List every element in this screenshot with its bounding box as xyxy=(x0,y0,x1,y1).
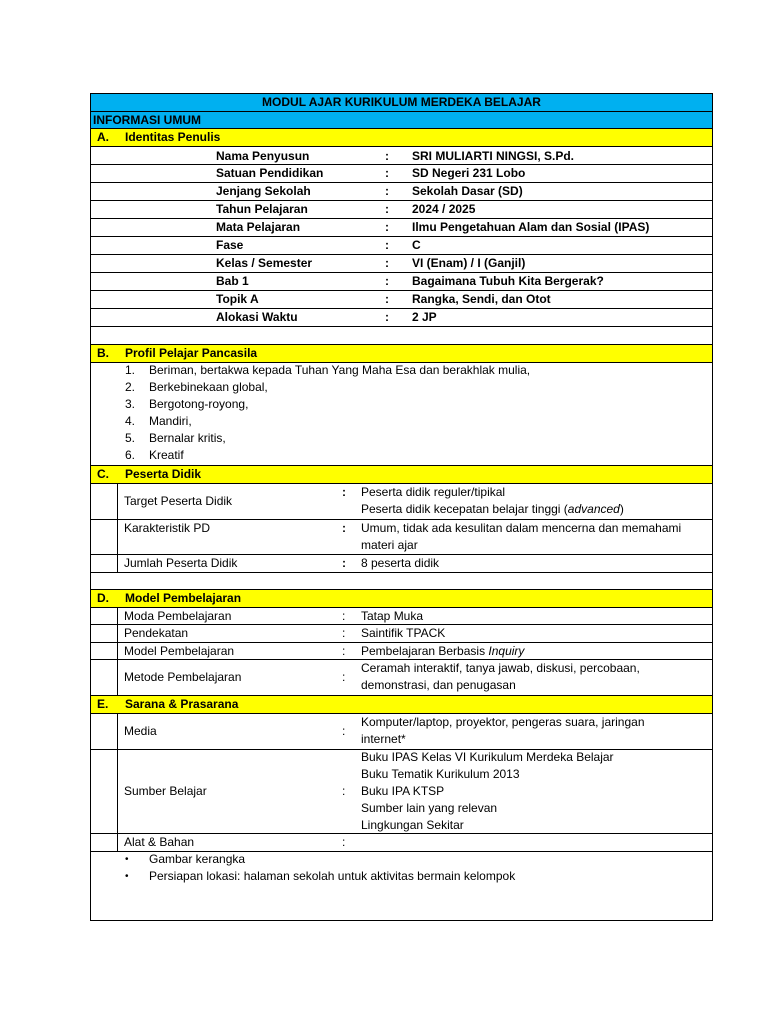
alat-row xyxy=(91,833,712,851)
identity-row xyxy=(91,182,712,200)
identity-row xyxy=(91,290,712,308)
field-label: Media xyxy=(124,724,157,738)
field-value: Ceramah interaktif, tanya jawab, diskusi, percobaan, xyxy=(361,661,640,675)
identity-sep: : xyxy=(385,292,389,306)
list-item: Buku IPA KTSP xyxy=(361,784,445,798)
section-title: Peserta Didik xyxy=(125,467,202,481)
section-d-header xyxy=(91,589,712,607)
bullet-icon: • xyxy=(125,871,129,882)
module-document xyxy=(90,93,713,921)
identity-row xyxy=(91,146,712,164)
list-item: Sumber lain yang relevan xyxy=(361,801,498,815)
field-sep: : xyxy=(342,521,346,535)
field-value: demonstrasi, dan penugasan xyxy=(361,678,516,692)
field-label: Metode Pembelajaran xyxy=(124,670,242,684)
document-title: MODUL AJAR KURIKULUM MERDEKA BELAJAR xyxy=(91,94,712,111)
field-label: Karakteristik PD xyxy=(124,521,211,535)
identity-row xyxy=(91,200,712,218)
identity-value: SRI MULIARTI NINGSI, S.Pd. xyxy=(412,149,575,163)
section-letter: C. xyxy=(97,467,109,481)
identity-row xyxy=(91,164,712,182)
identity-label: Bab 1 xyxy=(216,274,249,288)
identity-sep: : xyxy=(385,184,389,198)
section-letter: E. xyxy=(97,697,109,711)
field-label: Model Pembelajaran xyxy=(124,644,235,658)
section-c-header xyxy=(91,465,712,483)
identity-row xyxy=(91,236,712,254)
identity-row xyxy=(91,308,712,326)
field-label: Moda Pembelajaran xyxy=(124,609,232,623)
field-value: Tatap Muka xyxy=(361,609,424,623)
identity-label: Jenjang Sekolah xyxy=(216,184,311,198)
blank-row xyxy=(91,572,712,589)
sumber-row xyxy=(91,749,712,833)
identity-sep: : xyxy=(385,220,389,234)
identity-sep: : xyxy=(385,310,389,324)
identity-row xyxy=(91,272,712,290)
field-sep: : xyxy=(342,556,346,570)
identity-sep: : xyxy=(385,274,389,288)
section-a-header xyxy=(91,128,712,146)
profil-list: 1. Beriman, bertakwa kepada Tuhan Yang Maha Esa dan berakhlak mulia, 2. Berkebinekaan global, 3. Bergotong-royong, 4. Mandiri, 5. Bernalar kritis, 6. Kreatif xyxy=(91,362,712,465)
field-sep: : xyxy=(342,784,346,798)
identity-label: Satuan Pendidikan xyxy=(216,166,324,180)
field-label: Alat & Bahan xyxy=(124,835,195,849)
list-item: Lingkungan Sekitar xyxy=(361,818,464,832)
field-value: Saintifik TPACK xyxy=(361,626,446,640)
moda-row xyxy=(91,607,712,624)
blank-row xyxy=(91,326,712,344)
field-label: Jumlah Peserta Didik xyxy=(124,556,238,570)
field-value: Peserta didik reguler/tipikal xyxy=(361,485,506,499)
identity-label: Alokasi Waktu xyxy=(216,310,298,324)
identity-label: Tahun Pelajaran xyxy=(216,202,308,216)
jumlah-row xyxy=(91,554,712,572)
field-value: Umum, tidak ada kesulitan dalam mencerna dan memahami xyxy=(361,521,682,535)
column-divider xyxy=(117,607,118,695)
field-label: Target Peserta Didik xyxy=(124,494,233,508)
section-e-header xyxy=(91,695,712,713)
identity-value: Sekolah Dasar (SD) xyxy=(412,184,523,198)
field-sep: : xyxy=(342,626,346,640)
section-b-header xyxy=(91,344,712,362)
identity-row xyxy=(91,254,712,272)
field-sep: : xyxy=(342,835,346,849)
section-title: Identitas Penulis xyxy=(125,130,221,144)
metode-row xyxy=(91,659,712,695)
section-letter: B. xyxy=(97,346,109,360)
identity-label: Fase xyxy=(216,238,244,252)
identity-value: VI (Enam) / I (Ganjil) xyxy=(412,256,526,270)
section-letter: D. xyxy=(97,591,109,605)
list-item: Buku Tematik Kurikulum 2013 xyxy=(361,767,520,781)
identity-row xyxy=(91,218,712,236)
field-value: internet* xyxy=(361,732,406,746)
pendekatan-row xyxy=(91,624,712,642)
list-item: Buku IPAS Kelas VI Kurikulum Merdeka Belajar xyxy=(361,750,614,764)
identity-label: Nama Penyusun xyxy=(216,149,310,163)
bullet-list: • Gambar kerangka • Persiapan lokasi: halaman sekolah untuk aktivitas bermain kelompok xyxy=(91,851,712,920)
karakteristik-row xyxy=(91,519,712,554)
identity-sep: : xyxy=(385,166,389,180)
field-sep: : xyxy=(342,724,346,738)
identity-label: Topik A xyxy=(216,292,259,306)
identity-value: Ilmu Pengetahuan Alam dan Sosial (IPAS) xyxy=(412,220,650,234)
identity-sep: : xyxy=(385,202,389,216)
target-row xyxy=(91,483,712,519)
section-title: Sarana & Prasarana xyxy=(125,697,239,711)
identity-sep: : xyxy=(385,149,389,163)
identity-value: 2024 / 2025 xyxy=(412,202,476,216)
field-sep: : xyxy=(342,609,346,623)
model-row xyxy=(91,642,712,659)
identity-label: Mata Pelajaran xyxy=(216,220,301,234)
section-title: Profil Pelajar Pancasila xyxy=(125,346,258,360)
identity-value: Rangka, Sendi, dan Otot xyxy=(412,292,551,306)
field-sep: : xyxy=(342,670,346,684)
field-sep: : xyxy=(342,644,346,658)
field-value: Peserta didik kecepatan belajar tinggi (advanced) xyxy=(361,502,624,516)
field-value: materi ajar xyxy=(361,538,418,552)
section-letter: A. xyxy=(97,130,109,144)
bullet-icon: • xyxy=(125,854,129,865)
field-sep: : xyxy=(342,485,346,499)
identity-value: Bagaimana Tubuh Kita Bergerak? xyxy=(412,274,604,288)
info-heading: INFORMASI UMUM xyxy=(91,111,712,128)
field-value: Pembelajaran Berbasis Inquiry xyxy=(361,644,525,658)
identity-sep: : xyxy=(385,238,389,252)
identity-label: Kelas / Semester xyxy=(216,256,313,270)
identity-value: C xyxy=(412,238,421,252)
identity-value: SD Negeri 231 Lobo xyxy=(412,166,526,180)
section-title: Model Pembelajaran xyxy=(125,591,242,605)
media-row xyxy=(91,713,712,749)
field-value: Komputer/laptop, proyektor, pengeras suara, jaringan xyxy=(361,715,645,729)
field-label: Sumber Belajar xyxy=(124,784,207,798)
field-label: Pendekatan xyxy=(124,626,189,640)
field-value: 8 peserta didik xyxy=(361,556,440,570)
identity-value: 2 JP xyxy=(412,310,437,324)
column-divider xyxy=(117,483,118,572)
column-divider xyxy=(117,713,118,851)
identity-sep: : xyxy=(385,256,389,270)
